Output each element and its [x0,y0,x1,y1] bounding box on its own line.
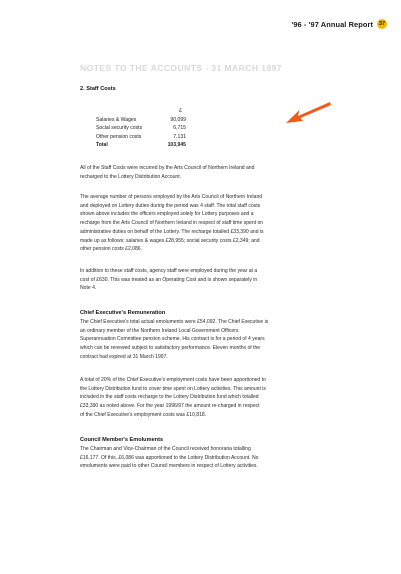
table-row [96,133,186,142]
staff-costs-table [96,107,186,150]
total-label: Total [96,142,108,149]
council-emoluments-heading: Council Member's Emoluments [80,437,164,443]
table-total-row [96,141,186,150]
paragraph-council-emoluments: The Chairman and Vice-Chairman of the Council received honoraria totalling £16,177. Of this, £6,086 was apportioned to the Lottery Distribution Account. No emoluments were paid to other Council members in respect of Lottery activities. [80,446,259,470]
paragraph-agency-staff: In addition to these staff costs, agency staff were employed during the year at a cost of £630. This was treated as an Operating Cost and is shown separately in Note 4. [80,268,258,292]
row-value: 6,715 [173,125,186,132]
paragraph-chief-executive: The Chief Executive's total actual emoluments were £54,092. The Chief Executive is an ordinary member of the Northern Ireland Local Government Officers Superannuation Committee pension scheme. His contract is for a period of 4 years which can be renewed subject to satisfactory performance. Eleven months of the contract had expired at 31 March 1997. [80,319,269,360]
total-value: 103,945 [167,142,186,149]
report-title: '96 - '97 Annual Report [291,19,373,29]
row-value: 7,131 [173,133,186,140]
paragraph-average-staff: The average number of persons employed by the Arts Council of Northern Ireland and deployed on Lottery duties during the period was 4 staff. The total staff costs shown above includes the officers employed solely for Lottery purposes and a recharge from the Arts Council of Northern Ireland in respect of staff time spent on administrative duties on behalf of the Lottery. The recharge totalled £33,390 and is made up as follows: salaries & wages £28,955; social security costs £2,349; and other pension costs £2,086. [80,194,264,253]
arrow-icon [284,99,332,127]
paragraph-recharge-note: All of the Staff Costs were incurred by the Arts Council of Northern Ireland and recharged to the Lottery Distribution Account. [80,165,255,180]
row-label: Social security costs [96,125,143,132]
page-header [291,19,387,29]
page-number-badge: 37 [378,21,386,27]
paragraph-apportionment: A total of 20% of the Chief Executive's employment costs have been apportioned to the Lottery Distribution fund to cover time spent on Lottery activities. This amount is included in the staff costs recharge to the Lottery Distribution fund which totalled £33,390 as noted above. For the year 1996/97 the amount re-charged in respect of the Chief Executive's employment costs was £10,818. [80,377,266,418]
row-value: 90,099 [170,116,186,123]
staff-costs-heading: 2. Staff Costs [80,86,116,92]
chief-executive-heading: Chief Executive's Remuneration [80,310,166,316]
currency-symbol: £ [179,108,182,114]
row-label: Salaries & Wages [96,116,137,123]
currency-header [96,107,186,116]
row-label: Other pension costs [96,133,142,140]
table-row [96,124,186,133]
section-title: NOTES TO THE ACCOUNTS - 31 MARCH 1997 [80,63,282,73]
table-row [96,116,186,125]
